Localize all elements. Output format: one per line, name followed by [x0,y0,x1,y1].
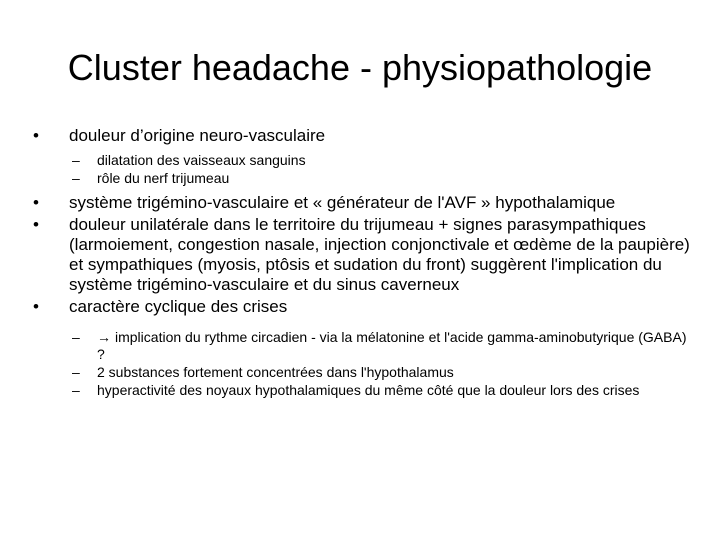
dash-icon: – [72,329,80,345]
sub-bullet-text: dilatation des vaisseaux sanguins [97,152,306,168]
bullet-icon: • [33,215,39,234]
dash-icon: – [72,364,80,380]
sub-bullet-item [30,152,690,169]
sub-bullet-text: hyperactivité des noyaux hypothalamiques du même côté que la douleur lors des crises [97,382,640,398]
dash-icon: – [72,152,80,168]
bullet-text: douleur d’origine neuro-vasculaire [69,126,326,145]
bullet-icon: • [33,126,39,145]
slide-title: Cluster headache - physiopathologie [67,47,653,88]
bullet-item [30,193,690,213]
bullet-item [30,297,690,317]
bullet-item [30,215,690,295]
sub-bullet-text: rôle du nerf trijumeau [97,170,230,186]
bullet-text: douleur unilatérale dans le territoire du trijumeau + signes parasympathiques (larmoiement, congestion nasale, injection conjonctivale et œdème de la paupière) et sympathiques (myosis, ptôsis et sudation du front) suggèrent l'implication du système trigémino-vasculaire et du sinus caverneux [69,215,690,294]
sub-bullet-item [30,364,690,381]
bullet-text: système trigémino-vasculaire et « générateur de l'AVF » hypothalamique [69,193,616,212]
dash-icon: – [72,382,80,398]
bullet-text: caractère cyclique des crises [69,297,288,316]
dash-icon: – [72,170,80,186]
sub-bullet-text: 2 substances fortement concentrées dans l'hypothalamus [97,364,454,380]
sub-bullet-text: implication du rythme circadien - via la mélatonine et l'acide gamma-aminobutyrique (GABA) ? [97,329,687,362]
bullet-icon: • [33,193,39,212]
arrow-right-icon: → [97,329,111,345]
bullet-item [30,126,690,146]
bullet-icon: • [33,297,39,316]
slide-content [30,124,690,399]
sub-bullet-item [30,170,690,187]
sub-bullet-item [30,329,690,363]
sub-bullet-item [30,382,690,399]
